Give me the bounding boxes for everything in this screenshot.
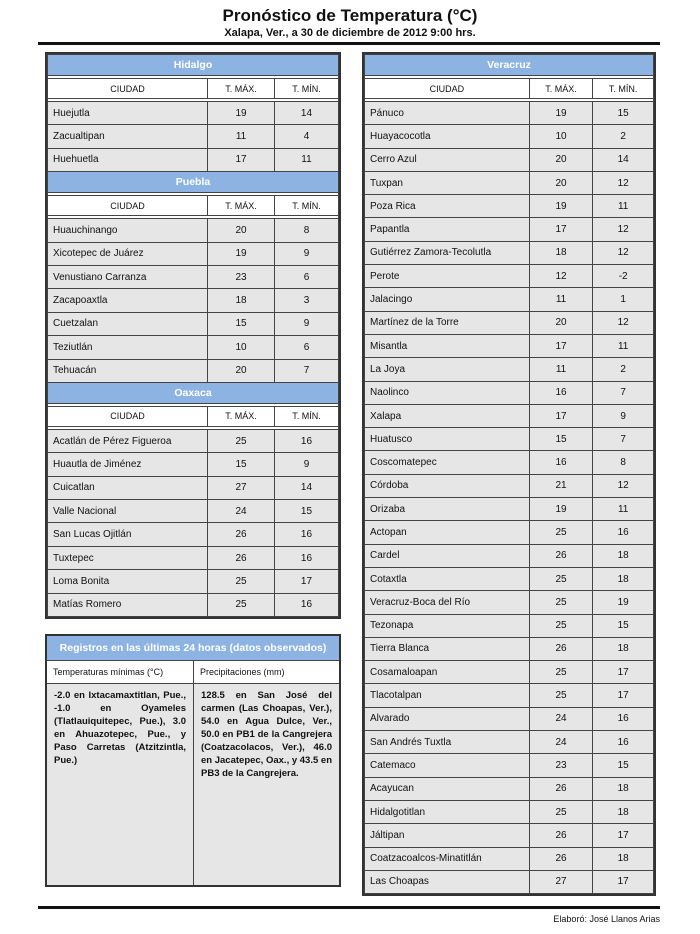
section-header-veracruz bbox=[365, 55, 654, 76]
col-tmax-header: T. MÁX. bbox=[529, 79, 593, 99]
city-cell: Alvarado bbox=[365, 707, 530, 730]
table-row bbox=[365, 870, 654, 893]
city-cell: Jáltipan bbox=[365, 824, 530, 847]
city-cell: Las Choapas bbox=[365, 870, 530, 893]
table-row bbox=[48, 570, 339, 593]
bottom-rule bbox=[38, 906, 660, 909]
tmax-cell: 24 bbox=[529, 731, 593, 754]
city-cell: Tezonapa bbox=[365, 614, 530, 637]
table-row bbox=[48, 289, 339, 312]
tmin-cell: 16 bbox=[593, 707, 654, 730]
tmax-cell: 11 bbox=[208, 125, 275, 148]
table-row bbox=[365, 777, 654, 800]
city-cell: Cerro Azul bbox=[365, 148, 530, 171]
page-title: Pronóstico de Temperatura (°C) bbox=[222, 6, 478, 25]
table-row bbox=[365, 125, 654, 148]
city-cell: Pánuco bbox=[365, 102, 530, 125]
tmax-cell: 11 bbox=[529, 358, 593, 381]
tmin-cell: 11 bbox=[274, 148, 338, 171]
tmin-cell: 2 bbox=[593, 358, 654, 381]
table-row bbox=[365, 358, 654, 381]
veracruz-forecast-table bbox=[364, 54, 654, 894]
tmin-cell: 18 bbox=[593, 777, 654, 800]
tmax-cell: 21 bbox=[529, 474, 593, 497]
tmax-cell: 25 bbox=[529, 614, 593, 637]
col-tmax-header: T. MÁX. bbox=[208, 406, 275, 426]
city-cell: La Joya bbox=[365, 358, 530, 381]
table-row bbox=[365, 311, 654, 334]
tmin-cell: 12 bbox=[593, 241, 654, 264]
tmin-cell: 12 bbox=[593, 474, 654, 497]
table-row bbox=[365, 637, 654, 660]
city-cell: Tlacotalpan bbox=[365, 684, 530, 707]
table-row bbox=[48, 593, 339, 616]
tmax-cell: 16 bbox=[529, 451, 593, 474]
footer-credit: Elaboró: José Llanos Arias bbox=[553, 914, 660, 924]
table-row bbox=[365, 171, 654, 194]
table-row bbox=[365, 498, 654, 521]
tmin-cell: 18 bbox=[593, 847, 654, 870]
table-row bbox=[365, 521, 654, 544]
city-cell: San Lucas Ojitlán bbox=[48, 523, 208, 546]
city-cell: Huauchinango bbox=[48, 219, 208, 242]
section-header-puebla bbox=[48, 172, 339, 193]
city-cell: Acayucan bbox=[365, 777, 530, 800]
city-cell: Loma Bonita bbox=[48, 570, 208, 593]
tmin-cell: 16 bbox=[593, 521, 654, 544]
tmax-cell: 15 bbox=[208, 453, 275, 476]
tmax-cell: 17 bbox=[529, 404, 593, 427]
table-row bbox=[48, 242, 339, 265]
city-cell: Martínez de la Torre bbox=[365, 311, 530, 334]
table-row bbox=[365, 754, 654, 777]
col-city-header: CIUDAD bbox=[48, 79, 208, 99]
tmax-cell: 17 bbox=[529, 218, 593, 241]
tmin-cell: 4 bbox=[274, 125, 338, 148]
column-header-row bbox=[48, 196, 339, 216]
tmin-cell: 7 bbox=[593, 381, 654, 404]
tmax-cell: 20 bbox=[529, 171, 593, 194]
tmax-cell: 19 bbox=[529, 102, 593, 125]
city-cell: Jalacingo bbox=[365, 288, 530, 311]
left-forecast-panel bbox=[45, 52, 341, 619]
tmax-cell: 27 bbox=[208, 476, 275, 499]
table-row bbox=[48, 476, 339, 499]
tmin-cell: 17 bbox=[593, 661, 654, 684]
table-row bbox=[365, 265, 654, 288]
table-row bbox=[48, 523, 339, 546]
tmin-cell: 12 bbox=[593, 218, 654, 241]
tmin-cell: 2 bbox=[593, 125, 654, 148]
city-cell: Huautla de Jiménez bbox=[48, 453, 208, 476]
tmin-cell: -2 bbox=[593, 265, 654, 288]
tmax-cell: 19 bbox=[529, 195, 593, 218]
tmax-cell: 25 bbox=[529, 567, 593, 590]
tmin-cell: 11 bbox=[593, 334, 654, 357]
tmax-cell: 18 bbox=[208, 289, 275, 312]
precip-label: Precipitaciones (mm) bbox=[194, 661, 339, 684]
table-row bbox=[48, 359, 339, 382]
city-cell: Gutiérrez Zamora-Tecolutla bbox=[365, 241, 530, 264]
tmax-cell: 12 bbox=[529, 265, 593, 288]
tmax-cell: 20 bbox=[529, 148, 593, 171]
city-cell: Córdoba bbox=[365, 474, 530, 497]
table-row bbox=[48, 102, 339, 125]
tmax-cell: 24 bbox=[529, 707, 593, 730]
table-row bbox=[365, 661, 654, 684]
section-name: Puebla bbox=[48, 172, 339, 193]
tmax-cell: 25 bbox=[208, 570, 275, 593]
tmin-cell: 17 bbox=[274, 570, 338, 593]
city-cell: Zacualtipan bbox=[48, 125, 208, 148]
section-header-oaxaca bbox=[48, 382, 339, 403]
table-row bbox=[365, 707, 654, 730]
col-tmin-header: T. MÍN. bbox=[274, 196, 338, 216]
tmax-cell: 23 bbox=[208, 265, 275, 288]
tmin-cell: 6 bbox=[274, 265, 338, 288]
left-forecast-table bbox=[47, 54, 339, 617]
tmin-cell: 18 bbox=[593, 800, 654, 823]
table-row bbox=[365, 428, 654, 451]
tmax-cell: 24 bbox=[208, 500, 275, 523]
table-row bbox=[365, 148, 654, 171]
city-cell: Coatzacoalcos-Minatitlán bbox=[365, 847, 530, 870]
city-cell: Huayacocotla bbox=[365, 125, 530, 148]
col-tmax-header: T. MÁX. bbox=[208, 196, 275, 216]
tmax-cell: 17 bbox=[208, 148, 275, 171]
registros-panel bbox=[45, 634, 341, 887]
table-row bbox=[48, 265, 339, 288]
tmax-cell: 26 bbox=[529, 637, 593, 660]
table-row bbox=[365, 567, 654, 590]
table-row bbox=[365, 800, 654, 823]
city-cell: Cosamaloapan bbox=[365, 661, 530, 684]
tmin-cell: 12 bbox=[593, 171, 654, 194]
tmin-cell: 1 bbox=[593, 288, 654, 311]
registros-title: Registros en las últimas 24 horas (datos observados) bbox=[47, 636, 339, 661]
page-subtitle: Xalapa, Ver., a 30 de diciembre de 2012 9:00 hrs. bbox=[224, 27, 476, 39]
tmax-cell: 18 bbox=[529, 241, 593, 264]
tmax-cell: 25 bbox=[529, 800, 593, 823]
tmax-cell: 26 bbox=[208, 546, 275, 569]
tmax-cell: 20 bbox=[208, 359, 275, 382]
city-cell: Tierra Blanca bbox=[365, 637, 530, 660]
tmin-cell: 14 bbox=[274, 102, 338, 125]
tmin-cell: 15 bbox=[593, 102, 654, 125]
tmin-cell: 16 bbox=[274, 593, 338, 616]
table-row bbox=[48, 148, 339, 171]
tmax-cell: 25 bbox=[529, 591, 593, 614]
city-cell: Poza Rica bbox=[365, 195, 530, 218]
city-cell: Venustiano Carranza bbox=[48, 265, 208, 288]
table-row bbox=[365, 847, 654, 870]
section-name: Oaxaca bbox=[48, 382, 339, 403]
veracruz-panel bbox=[362, 52, 656, 896]
col-tmin-header: T. MÍN. bbox=[593, 79, 654, 99]
city-cell: Matías Romero bbox=[48, 593, 208, 616]
table-row bbox=[365, 614, 654, 637]
tmax-cell: 11 bbox=[529, 288, 593, 311]
tmax-cell: 25 bbox=[529, 521, 593, 544]
col-tmax-header: T. MÁX. bbox=[208, 79, 275, 99]
tmin-cell: 9 bbox=[274, 453, 338, 476]
table-row bbox=[365, 404, 654, 427]
city-cell: Acatlán de Pérez Figueroa bbox=[48, 429, 208, 452]
city-cell: Cotaxtla bbox=[365, 567, 530, 590]
tmax-cell: 25 bbox=[208, 429, 275, 452]
city-cell: Perote bbox=[365, 265, 530, 288]
column-header-row bbox=[48, 79, 339, 99]
tmin-cell: 9 bbox=[274, 312, 338, 335]
tmin-cell: 15 bbox=[593, 754, 654, 777]
table-row bbox=[365, 731, 654, 754]
city-cell: Tuxpan bbox=[365, 171, 530, 194]
precip-column bbox=[193, 661, 339, 885]
city-cell: Misantla bbox=[365, 334, 530, 357]
city-cell: Xalapa bbox=[365, 404, 530, 427]
tmin-cell: 14 bbox=[274, 476, 338, 499]
tmax-cell: 23 bbox=[529, 754, 593, 777]
city-cell: Zacapoaxtla bbox=[48, 289, 208, 312]
tmax-cell: 19 bbox=[208, 242, 275, 265]
table-row bbox=[48, 125, 339, 148]
table-row bbox=[365, 334, 654, 357]
tmin-cell: 8 bbox=[593, 451, 654, 474]
tmin-cell: 16 bbox=[593, 731, 654, 754]
table-row bbox=[48, 336, 339, 359]
city-cell: Valle Nacional bbox=[48, 500, 208, 523]
tmax-cell: 26 bbox=[529, 777, 593, 800]
tmin-cell: 15 bbox=[593, 614, 654, 637]
city-cell: Cardel bbox=[365, 544, 530, 567]
city-cell: Huejutla bbox=[48, 102, 208, 125]
city-cell: Huehuetla bbox=[48, 148, 208, 171]
tmax-cell: 16 bbox=[529, 381, 593, 404]
table-row bbox=[48, 453, 339, 476]
column-header-row bbox=[365, 79, 654, 99]
table-row bbox=[365, 824, 654, 847]
tmin-cell: 7 bbox=[593, 428, 654, 451]
city-cell: Cuetzalan bbox=[48, 312, 208, 335]
col-tmin-header: T. MÍN. bbox=[274, 79, 338, 99]
table-row bbox=[48, 429, 339, 452]
tmax-cell: 25 bbox=[529, 661, 593, 684]
table-row bbox=[48, 312, 339, 335]
section-name: Veracruz bbox=[365, 55, 654, 76]
tmin-cell: 18 bbox=[593, 544, 654, 567]
table-row bbox=[48, 546, 339, 569]
precip-text: 128.5 en San José del carmen (Las Choapas, Ver.), 54.0 en Agua Dulce, Ver., 50.0 en PB1 de la Cangrejera (Coatzacolacos, Ver.), 46.0 en Jacatepec, Oax., y 43.5 en PB3 de la Cangrejera. bbox=[194, 684, 339, 885]
min-temp-text: -2.0 en Ixtacamaxtitlan, Pue., -1.0 en Oyameles (Tlatlauiquitepec, Pue.), 3.0 en Ahuazotepec, Pue., y Paso Carretas (Atzitzintla, Pue.) bbox=[47, 684, 193, 885]
tmax-cell: 19 bbox=[529, 498, 593, 521]
tmax-cell: 26 bbox=[529, 847, 593, 870]
city-cell: Naolinco bbox=[365, 381, 530, 404]
tmin-cell: 3 bbox=[274, 289, 338, 312]
table-row bbox=[365, 288, 654, 311]
city-cell: Teziutlán bbox=[48, 336, 208, 359]
tmax-cell: 20 bbox=[529, 311, 593, 334]
tmin-cell: 17 bbox=[593, 824, 654, 847]
tmax-cell: 20 bbox=[208, 219, 275, 242]
col-tmin-header: T. MÍN. bbox=[274, 406, 338, 426]
tmin-cell: 18 bbox=[593, 637, 654, 660]
tmin-cell: 7 bbox=[274, 359, 338, 382]
tmin-cell: 16 bbox=[274, 523, 338, 546]
city-cell: San Andrés Tuxtla bbox=[365, 731, 530, 754]
table-row bbox=[365, 451, 654, 474]
tmin-cell: 9 bbox=[593, 404, 654, 427]
city-cell: Veracruz-Boca del Río bbox=[365, 591, 530, 614]
tmin-cell: 18 bbox=[593, 567, 654, 590]
city-cell: Coscomatepec bbox=[365, 451, 530, 474]
city-cell: Xicotepec de Juárez bbox=[48, 242, 208, 265]
city-cell: Orizaba bbox=[365, 498, 530, 521]
table-row bbox=[365, 102, 654, 125]
tmax-cell: 10 bbox=[208, 336, 275, 359]
tmax-cell: 26 bbox=[529, 544, 593, 567]
city-cell: Hidalgotitlan bbox=[365, 800, 530, 823]
col-city-header: CIUDAD bbox=[365, 79, 530, 99]
city-cell: Tehuacán bbox=[48, 359, 208, 382]
city-cell: Catemaco bbox=[365, 754, 530, 777]
tmin-cell: 17 bbox=[593, 684, 654, 707]
table-row bbox=[365, 474, 654, 497]
tmin-cell: 8 bbox=[274, 219, 338, 242]
table-row bbox=[365, 218, 654, 241]
section-name: Hidalgo bbox=[48, 55, 339, 76]
tmin-cell: 17 bbox=[593, 870, 654, 893]
column-header-row bbox=[48, 406, 339, 426]
table-row bbox=[365, 195, 654, 218]
min-temp-label: Temperaturas mínimas (°C) bbox=[47, 661, 193, 684]
city-cell: Actopan bbox=[365, 521, 530, 544]
tmin-cell: 16 bbox=[274, 429, 338, 452]
col-city-header: CIUDAD bbox=[48, 196, 208, 216]
tmax-cell: 26 bbox=[529, 824, 593, 847]
tmax-cell: 25 bbox=[529, 684, 593, 707]
table-row bbox=[365, 381, 654, 404]
tmin-cell: 6 bbox=[274, 336, 338, 359]
tmax-cell: 25 bbox=[208, 593, 275, 616]
tmin-cell: 9 bbox=[274, 242, 338, 265]
tmax-cell: 17 bbox=[529, 334, 593, 357]
tmin-cell: 11 bbox=[593, 195, 654, 218]
tmax-cell: 26 bbox=[208, 523, 275, 546]
tmin-cell: 11 bbox=[593, 498, 654, 521]
city-cell: Cuicatlan bbox=[48, 476, 208, 499]
table-row bbox=[48, 219, 339, 242]
city-cell: Tuxtepec bbox=[48, 546, 208, 569]
tmin-cell: 19 bbox=[593, 591, 654, 614]
city-cell: Huatusco bbox=[365, 428, 530, 451]
tmax-cell: 19 bbox=[208, 102, 275, 125]
tmin-cell: 14 bbox=[593, 148, 654, 171]
table-row bbox=[365, 684, 654, 707]
min-temp-column bbox=[47, 661, 193, 885]
col-city-header: CIUDAD bbox=[48, 406, 208, 426]
top-rule bbox=[38, 42, 660, 45]
table-row bbox=[365, 544, 654, 567]
table-row bbox=[48, 500, 339, 523]
table-row bbox=[365, 241, 654, 264]
tmin-cell: 15 bbox=[274, 500, 338, 523]
tmax-cell: 15 bbox=[529, 428, 593, 451]
section-header-hidalgo bbox=[48, 55, 339, 76]
tmax-cell: 27 bbox=[529, 870, 593, 893]
tmax-cell: 10 bbox=[529, 125, 593, 148]
tmax-cell: 15 bbox=[208, 312, 275, 335]
city-cell: Papantla bbox=[365, 218, 530, 241]
table-row bbox=[365, 591, 654, 614]
tmin-cell: 12 bbox=[593, 311, 654, 334]
tmin-cell: 16 bbox=[274, 546, 338, 569]
